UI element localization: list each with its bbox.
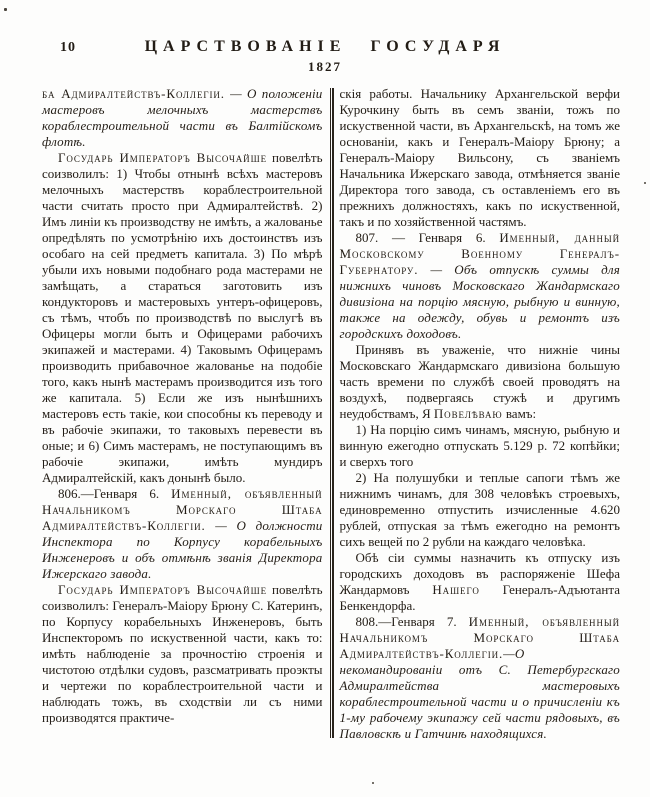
article-807-item-2-text: 2) На полушубки и теплые сапоги тѣмъ же нижнимъ чинамъ, для 308 человѣкъ строевыхъ, единовременно отпустить изчисленные 4.620 рублей, отпуская за тѣмъ ежегодно на ремонтъ сихъ вещей по 2 рубли на каждаго человѣка. bbox=[339, 470, 620, 549]
article-805-continued-heading bbox=[42, 86, 323, 150]
running-title: ЦАРСТВОВАНІЕ ГОСУДАРЯ bbox=[144, 38, 506, 55]
article-807-item-1 bbox=[340, 422, 621, 470]
scan-speck bbox=[644, 182, 646, 184]
scan-speck bbox=[372, 782, 374, 784]
column-divider-rule bbox=[330, 88, 334, 738]
article-807-type: Именный, данный Московскому Военному Генералъ-Губернатору. bbox=[339, 230, 620, 277]
article-807-subject: — Объ отпускѣ суммы для нижнихъ чиновъ Московскаго Жандармскаго дивизіона на порцію мясную, рыбную и винную, также на одежду, обувь и ремонтъ изъ городскихъ доходовъ. bbox=[339, 262, 620, 341]
article-805-heading-continued: ба Адмиралтействъ-Коллегіи. bbox=[42, 86, 225, 101]
article-805-body-text: повелѣть соизволилъ: 1) Чтобы отнынѣ всѣхъ мастеровъ мелочныхъ мастерствъ кораблестроительной части считать просто при Адмиралтействѣ. 2) Имъ линіи къ производству не имѣть, а жалованье опредѣлять по усмотрѣнію ихъ достоинствъ изъ особаго на сей предметъ капитала. 3) По мѣрѣ убыли ихъ новыми подобнаго рода мастерами не замѣщать, а стараться заготовить изъ кондукторовъ и мастеровыхъ унтеръ-офицеровъ, съ тѣмъ, чтобъ по производствѣ по выслугѣ въ Офицеры могли быть и Офицерами рабочихъ экипажей и мастерами. 4) Таковымъ Офицерамъ производить прибавочное жалованье на подобіе того, какъ нынѣ мастерамъ производится изъ того же капитала. 5) Если же изъ нынѣшнихъ мастеровъ есть такіе, кои способны къ переводу и въ рабочіе экипажи, то таковыхъ перевести въ оные; и 6) Симъ мастерамъ, не поступающимъ въ рабочіе экипажи, имѣть мундиръ Адмиралтейскій, какъ донынѣ было. bbox=[42, 150, 323, 485]
article-806-type: Именный, объявленный Начальникомъ Морскаго Штаба Адмиралтействъ-Коллегіи. bbox=[42, 486, 323, 533]
article-805-body bbox=[42, 150, 323, 486]
article-807-closing bbox=[340, 550, 621, 614]
article-808-number-date: 808.—Генваря 7. bbox=[355, 614, 469, 629]
page-header bbox=[0, 0, 650, 86]
article-806-body-text: повелѣть соизволилъ: Генералъ-Маіору Брюну С. Катеринъ, по Корпусу корабельныхъ Инженеровъ, быть Инспекторомъ по искуственной части, какъ то: имѣть наблюденіе за прочностію строенія и чистотою отдѣлки судовъ, разсматривать проэкты и чертежи по кораблестроительной части и наблюдать тожъ, въ сходствіи ли съ ними производятся практиче- bbox=[42, 582, 323, 725]
article-806-body bbox=[42, 582, 323, 726]
page-number: 10 bbox=[60, 40, 76, 55]
imperial-pronoun: Нашего bbox=[432, 582, 480, 597]
article-806-heading bbox=[42, 486, 323, 582]
article-806-subject: — О должности Инспектора по Корпусу корабельныхъ Инженеровъ и объ отмѣнѣ званія Директора Ижерскаго завода. bbox=[42, 518, 323, 581]
article-807-number-date: 807. — Генваря 6. bbox=[355, 230, 500, 245]
article-807-closing-text: Обѣ сіи суммы назначить къ отпуску изъ городскихъ доходовъ въ распоряженіе Шефа Жандармовъ bbox=[339, 550, 620, 597]
article-808-heading bbox=[340, 614, 621, 742]
article-806-continuation-text: скія работы. Начальнику Архангельской верфи Курочкину быть въ семъ званіи, тожъ по искуственной части, въ Архангельскѣ, на томъ же основаніи, какъ и Генералъ-Маіору Брюну; а Генералъ-Маіору Вильсону, съ званіемъ Начальника Ижерскаго завода, отмѣняется званіе Директора того завода, съ оставленіемъ его въ прежнихъ должностяхъ, какъ по искуственной, такъ и по хозяйственной частямъ. bbox=[339, 86, 620, 229]
article-805-subject: — О положеніи мастеровъ мелочныхъ мастерствъ кораблестроительной части въ Балтійскомъ флотѣ. bbox=[42, 86, 323, 149]
article-807-closing-end: Генералъ-Адъютанта Бенкендорфа. bbox=[339, 582, 620, 613]
article-807-preamble-text: Принявъ въ уваженіе, что нижніе чины Московскаго Жандармскаго дивизіона большую часть времени по службѣ своей проводятъ на воздухѣ, подвергаясь стужѣ и другимъ неудобствамъ, Я bbox=[339, 342, 620, 421]
two-column-text-block bbox=[0, 86, 650, 742]
article-806-body-continued bbox=[340, 86, 621, 230]
article-807-preamble-end: вамъ: bbox=[502, 406, 537, 421]
article-807-item-1-text: 1) На порцію симъ чинамъ, мясную, рыбную и винную ежегодно отпускать 5.129 р. 72 копѣйки; и сверхъ того bbox=[339, 422, 620, 469]
article-807-item-2 bbox=[340, 470, 621, 550]
imperial-formula: Государь Императоръ Высочайше bbox=[58, 582, 267, 597]
right-column bbox=[340, 86, 621, 742]
imperial-formula: Государь Императоръ Высочайше bbox=[58, 150, 267, 165]
article-807-heading bbox=[340, 230, 621, 342]
article-806-number-date: 806.—Генваря 6. bbox=[58, 486, 172, 501]
article-808-subject: —О некомандированіи отъ С. Петербургскаго Адмиралтейства мастеровыхъ кораблестроительной части и о причисленіи къ 1-му рабочему экипажу сей части рядовыхъ, въ Павловскѣ и Гатчинѣ находящихся. bbox=[339, 646, 620, 741]
imperial-verb: Повелѣваю bbox=[433, 406, 503, 421]
left-column bbox=[42, 86, 323, 742]
article-808-type: Именный, объявленный Начальникомъ Морскаго Штаба Адмиралтействъ-Коллегіи. bbox=[339, 614, 620, 661]
year-label: 1827 bbox=[308, 59, 342, 74]
article-807-preamble bbox=[340, 342, 621, 422]
